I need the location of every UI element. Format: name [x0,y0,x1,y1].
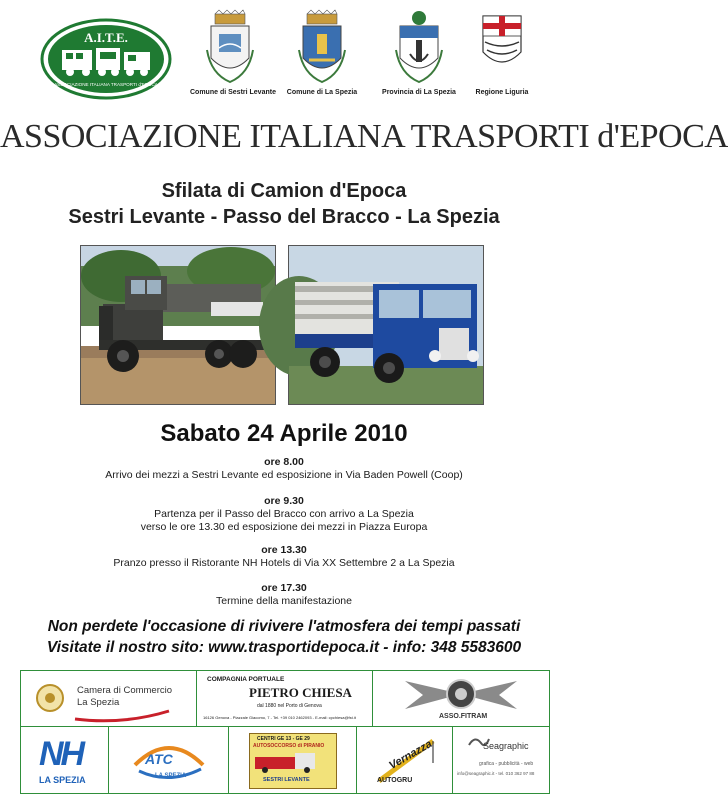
vernazza-sub: AUTOGRU [377,777,413,784]
nh-logo: NH [39,735,83,773]
atc-sponsor [109,727,229,793]
schedule-item [20,582,548,608]
chiesa-since: dal 1880 nel Porto di Genova [257,703,322,709]
laspezia-crest [282,10,362,96]
seagraphic-logo: Seagraphic [483,741,529,751]
chiesa-company: COMPAGNIA PORTUALE [207,676,285,683]
grey-vintage-truck-photo [80,245,276,405]
schedule-item [20,544,548,570]
camera-swoosh-icon [73,709,173,723]
camera-city: La Spezia [77,697,120,708]
provincia-crest-label: Provincia di La Spezia [382,89,456,96]
schedule-time: ore 13.30 [261,544,307,556]
camera-name: Camera di Commercio [77,685,173,696]
nh-city: LA SPEZIA [39,775,86,785]
blue-vintage-truck-photo [288,245,484,405]
liguria-crest-label: Regione Liguria [475,89,529,96]
schedule-time: ore 8.00 [264,456,304,468]
slogan-line: Non perdete l'occasione di rivivere l'atmosfera dei tempi passati [47,618,521,635]
schedule-item [20,495,548,534]
event-date: Sabato 24 Aprile 2010 [160,420,408,447]
vernazza-sponsor [357,727,453,793]
aite-logo [40,18,172,100]
autosoccorso-sponsor [229,727,357,793]
association-title: ASSOCIAZIONE ITALIANA TRASPORTI d'EPOCA [0,118,728,155]
schedule-text: verso le ore 13.30 ed esposizione dei mezzi in Piazza Europa [140,521,428,533]
vernazza-logo: Vernazza [387,737,435,773]
sestri-crest-label: Comune di Sestri Levante [190,89,276,96]
seagraphic-tagline: grafica - pubblicità - web [479,761,534,767]
atc-logo: ATC [145,751,173,767]
schedule-time: ore 9.30 [264,495,304,507]
website-info-line: Visitate il nostro sito: www.trasportidepoca.it - info: 348 5583600 [46,639,522,656]
event-subtitle: Sfilata di Camion d'Epoca [161,180,407,202]
chiesa-name: PIETRO CHIESA [249,685,352,700]
schedule-time: ore 17.30 [261,582,307,594]
schedule-text: Termine della manifestazione [216,595,352,607]
chiesa-address: 16126 Genova - Piazzale Giacomo, 7 - Tel. +39 010 2462093 - E-mail: cpchiesa@fst.it [203,715,356,720]
aite-logo-title: A.I.T.E. [84,30,128,45]
aite-logo-caption: ASSOCIAZIONE ITALIANA TRASPORTI d'EPOCA [54,82,158,87]
camera-commercio-sponsor [21,671,197,727]
atc-city: LA SPEZIA [155,773,187,779]
soccorso-line2: AUTOSOCCORSO di PIRANIO [253,743,325,749]
soccorso-line3: SESTRI LEVANTE [263,777,310,783]
schedule-text: Partenza per il Passo del Bracco con arrivo a La Spezia [154,508,414,520]
soccorso-line1: CENTRI GE 13 - GE 29 [257,736,310,742]
schedule-item [20,456,548,482]
pietro-chiesa-sponsor [197,671,373,727]
sestri-crest [190,10,276,96]
sestri-crest-icon [205,10,255,86]
laspezia-crest-icon [297,10,347,86]
schedule-text: Pranzo presso il Ristorante NH Hotels di Via XX Settembre 2 a La Spezia [113,557,455,569]
laspezia-crest-label: Comune di La Spezia [286,89,358,96]
seagraphic-contact: info@seagraphic.it - tel. 010 362 97 88 [457,771,535,776]
schedule-text: Arrivo dei mezzi a Sestri Levante ed esposizione in Via Baden Powell (Coop) [105,469,463,481]
fitram-label: ASSO.FITRAM [439,713,488,720]
camera-emblem-icon [35,683,65,713]
asso-fitram-sponsor [373,671,549,727]
provincia-crest [379,10,459,96]
tow-truck-icon [253,751,331,773]
liguria-crest [462,10,542,96]
seagraphic-sponsor [453,727,549,793]
nh-hotels-sponsor [21,727,109,793]
provincia-crest-icon [394,10,444,86]
route-subtitle: Sestri Levante - Passo del Bracco - La Spezia [68,206,500,228]
sponsor-panel [20,670,550,794]
liguria-crest-icon [477,10,527,86]
fitram-wings-icon [403,675,519,713]
